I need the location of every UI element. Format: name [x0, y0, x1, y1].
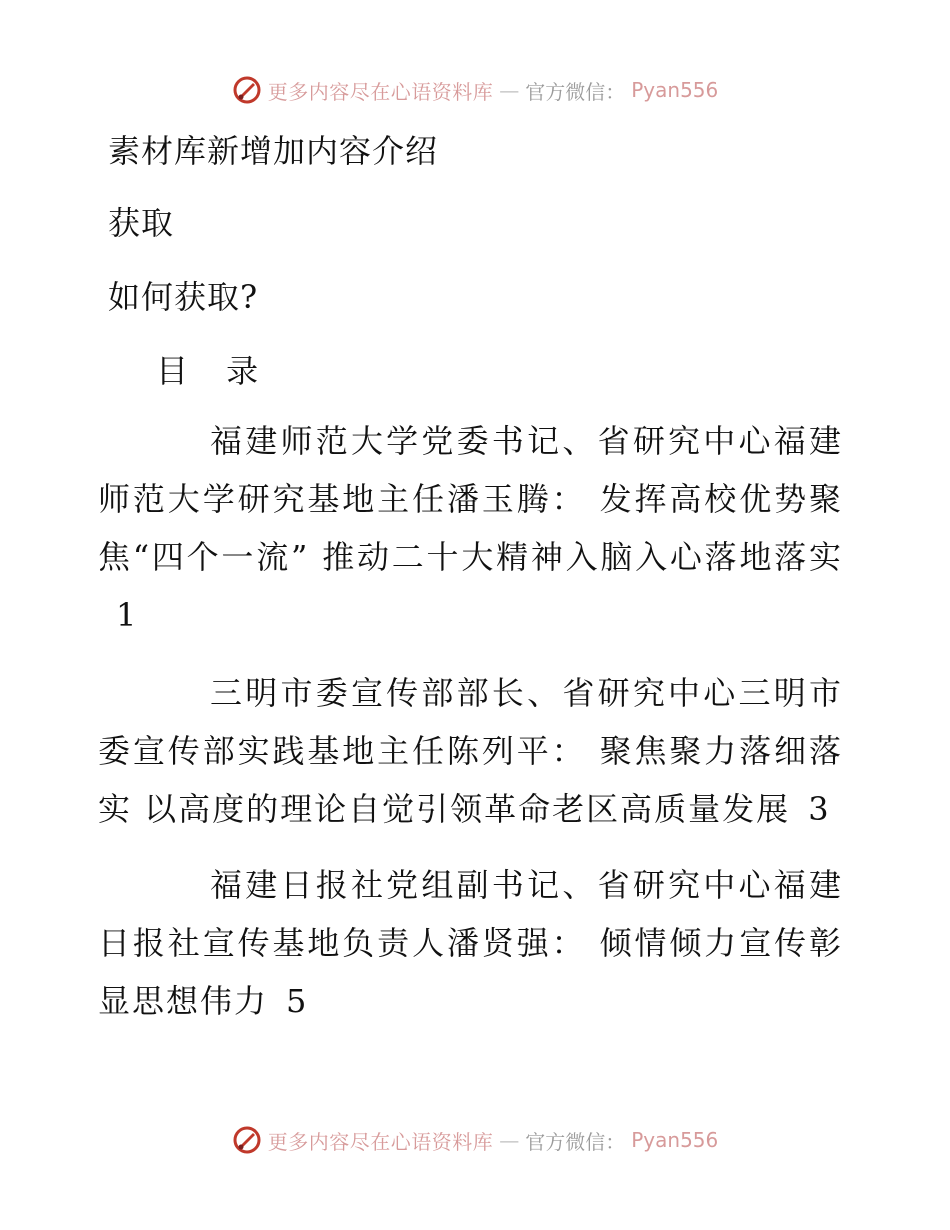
toc-entry-page: 3 — [808, 790, 829, 828]
toc-entry-page: 1 — [116, 596, 137, 634]
toc-entry-title: 福建师范大学党委书记、省研究中心福建师范大学研究基地主任潘玉腾： 发挥高校优势聚焦“四个一流” 推动二十大精神入脑入心落地落实 — [98, 422, 843, 576]
intro-line: 素材库新增加内容介绍 — [108, 132, 439, 170]
toc-entry[interactable] — [98, 664, 843, 838]
watermark-separator: — — [499, 1128, 520, 1152]
watermark-header — [0, 70, 950, 110]
toc-entry-title: 福建日报社党组副书记、省研究中心福建日报社宣传基地负责人潘贤强： 倾情倾力宣传彰显思想伟力 — [98, 866, 843, 1020]
toc-entry[interactable] — [98, 856, 843, 1030]
watermark-wechat-id: Pyan556 — [631, 78, 719, 102]
toc-entry-page: 5 — [286, 982, 307, 1020]
brush-logo-icon — [232, 1125, 262, 1155]
watermark-separator: — — [499, 78, 520, 102]
toc-heading: 目 录 — [156, 352, 273, 390]
watermark-official-label: 官方微信： — [525, 79, 626, 104]
watermark-footer — [0, 1120, 950, 1160]
watermark-site-text: 更多内容尽在心语资料库 — [267, 1129, 494, 1154]
toc-entry-title: 三明市委宣传部部长、省研究中心三明市委宣传部实践基地主任陈列平： 聚焦聚力落细落实 以高度的理论自觉引领革命老区高质量发展 — [98, 674, 843, 828]
toc-entry[interactable] — [98, 412, 843, 644]
brush-logo-icon — [232, 75, 262, 105]
watermark-site-text: 更多内容尽在心语资料库 — [267, 79, 494, 104]
watermark-official-label: 官方微信： — [525, 1129, 626, 1154]
get-line: 获取 — [108, 204, 175, 242]
how-line: 如何获取? — [108, 278, 259, 316]
watermark-wechat-id: Pyan556 — [631, 1128, 719, 1152]
